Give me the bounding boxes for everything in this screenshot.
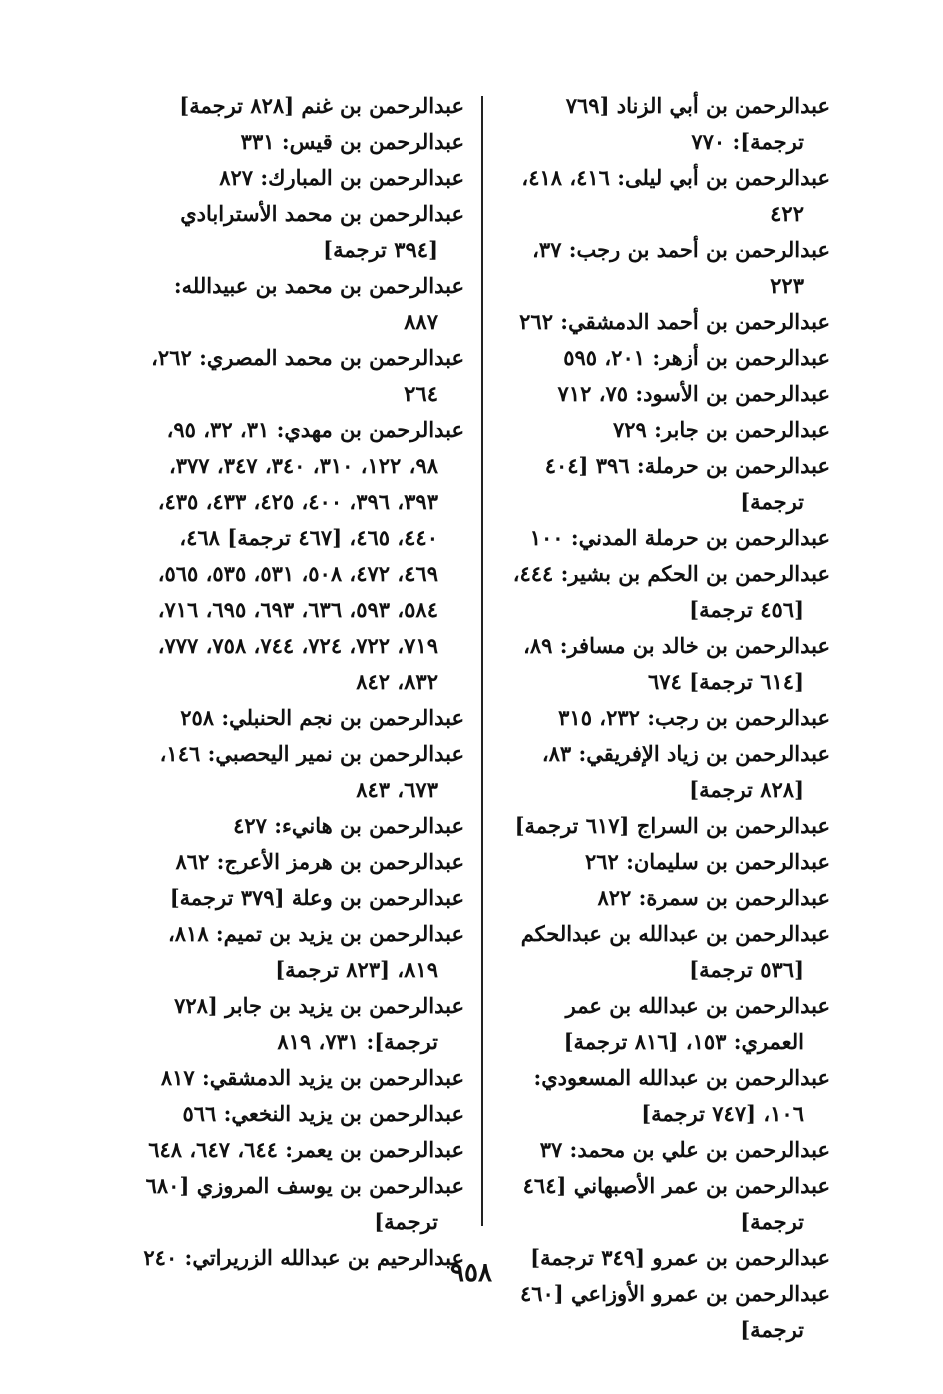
column-divider <box>481 96 483 1226</box>
index-entry: عبدالرحمن بن عمرو [٣٤٩ ترجمة] <box>530 1245 830 1270</box>
index-entry: عبدالرحمن بن عبدالله بن عبدالحكم [٥٣٦ ترجمة] <box>520 921 830 982</box>
index-entry: عبدالرحمن بن وعلة [٣٧٩ ترجمة] <box>169 885 464 910</box>
index-entry: عبدالرحمن بن غنم [٨٢٨ ترجمة] <box>179 93 464 118</box>
index-entry: عبدالرحمن بن قيس: ٣٣١ <box>240 129 464 154</box>
index-entry: عبدالرحمن بن محمد المصري: ٢٦٢، ٢٦٤ <box>151 345 464 406</box>
index-entry: عبدالرحمن بن عمرو الأوزاعي [٤٦٠ ترجمة] <box>519 1281 830 1342</box>
index-entry: عبدالرحمن بن زياد الإفريقي: ٨٣، [٨٢٨ ترجمة] <box>541 741 830 802</box>
page-number: ٩٥٨ <box>450 1258 492 1288</box>
index-entry: عبدالرحمن بن أبي الزناد [٧٦٩ ترجمة]: ٧٧٠ <box>565 93 830 154</box>
index-entry: عبدالرحمن بن المبارك: ٨٢٧ <box>219 165 464 190</box>
index-entry: عبدالرحمن بن السراج [٦١٧ ترجمة] <box>514 813 830 838</box>
index-entry: عبدالرحمن بن الحكم بن بشير: ٤٤٤، [٤٥٦ ترجمة] <box>512 561 830 622</box>
index-entry: عبدالرحمن بن عبدالله المسعودي: ١٠٦، [٧٤٧ ترجمة] <box>533 1065 830 1126</box>
index-entry: عبدالرحمن بن هرمز الأعرج: ٨٦٢ <box>175 849 464 874</box>
index-entry: عبدالرحمن بن أحمد بن رجب: ٣٧، ٢٢٣ <box>532 237 830 298</box>
index-entry: عبدالرحمن بن سمرة: ٨٢٢ <box>597 885 830 910</box>
index-entry: عبدالرحمن بن خالد بن مسافر: ٨٩، [٦١٤ ترجمة] ٦٧٤ <box>523 633 830 694</box>
index-column-left <box>138 88 464 1276</box>
index-entry: عبدالرحمن بن الأسود: ٧٥، ٧١٢ <box>557 381 830 406</box>
index-column-right <box>505 88 830 1348</box>
index-entry: عبدالرحمن بن هانيء: ٤٢٧ <box>233 813 464 838</box>
index-entry: عبدالرحمن بن جابر: ٧٢٩ <box>613 417 830 442</box>
index-entry: عبدالرحمن بن يزيد الدمشقي: ٨١٧ <box>160 1065 464 1090</box>
index-entry: عبدالرحمن بن مهدي: ٣١، ٣٢، ٩٥، ٩٨، ١٢٢، ٣١٠، ٣٤٠، ٣٤٧، ٣٧٧، ٣٩٣، ٣٩٦، ٤٠٠، ٤٢٥، ٤٣٣، ٤٣٥، ٤٤٠، ٤٦٥، [٤٦٧ ترجمة] ٤٦٨، ٤٦٩، ٤٧٢، ٥٠٨، ٥٣١، ٥٣٥، ٥٦٥، ٥٨٤، ٥٩٣، ٦٣٦، ٦٩٣، ٦٩٥، ٧١٦، ٧١٩، ٧٢٢، ٧٢٤، ٧٤٤، ٧٥٨، ٧٧٧، ٨٣٢، ٨٤٢ <box>157 417 464 694</box>
index-entry: عبدالرحمن بن يوسف المروزي [٦٨٠ ترجمة] <box>145 1173 464 1234</box>
index-entry: عبدالرحمن بن أحمد الدمشقي: ٢٦٢ <box>519 309 830 334</box>
index-entry: عبدالرحمن بن حرملة: ٣٩٦ [٤٠٤ ترجمة] <box>544 453 830 514</box>
index-entry: عبدالرحمن بن نجم الحنبلي: ٢٥٨ <box>180 705 464 730</box>
index-entry: عبدالرحمن بن محمد بن عبيدالله: ٨٨٧ <box>173 273 464 334</box>
index-entry: عبدالرحمن بن يزيد النخعي: ٥٦٦ <box>182 1101 464 1126</box>
index-entry: عبدالرحمن بن أزهر: ٢٠١، ٥٩٥ <box>563 345 830 370</box>
index-entry: عبدالرحمن بن أبي ليلى: ٤١٦، ٤١٨، ٤٢٢ <box>521 165 830 226</box>
index-entry: عبدالرحمن بن سليمان: ٢٦٢ <box>584 849 830 874</box>
index-entry: عبدالرحمن بن علي بن محمد: ٣٧ <box>539 1137 830 1162</box>
index-entry: عبدالرحمن بن عبدالله بن عمر العمري: ١٥٣، [٨١٦ ترجمة] <box>563 993 830 1054</box>
index-entry: عبدالرحمن بن يزيد بن جابر [٧٢٨ ترجمة]: ٧٣١، ٨١٩ <box>174 993 464 1054</box>
index-entry: عبدالرحيم بن عبدالله الزريراتي: ٢٤٠ <box>143 1245 464 1270</box>
index-entry: عبدالرحمن بن حرملة المدني: ١٠٠ <box>529 525 830 550</box>
index-entry: عبدالرحمن بن يزيد بن تميم: ٨١٨، ٨١٩، [٨٢٣ ترجمة] <box>167 921 464 982</box>
index-entry: عبدالرحمن بن نمير اليحصبي: ١٤٦، ٦٧٣، ٨٤٣ <box>159 741 464 802</box>
index-entry: عبدالرحمن بن يعمر: ٦٤٤، ٦٤٧، ٦٤٨ <box>148 1137 464 1162</box>
index-entry: عبدالرحمن بن رجب: ٢٣٢، ٣١٥ <box>558 705 830 730</box>
index-entry: عبدالرحمن بن محمد الأسترابادي [٣٩٤ ترجمة] <box>180 201 464 262</box>
index-entry: عبدالرحمن بن عمر الأصبهاني [٤٦٤ ترجمة] <box>522 1173 830 1234</box>
